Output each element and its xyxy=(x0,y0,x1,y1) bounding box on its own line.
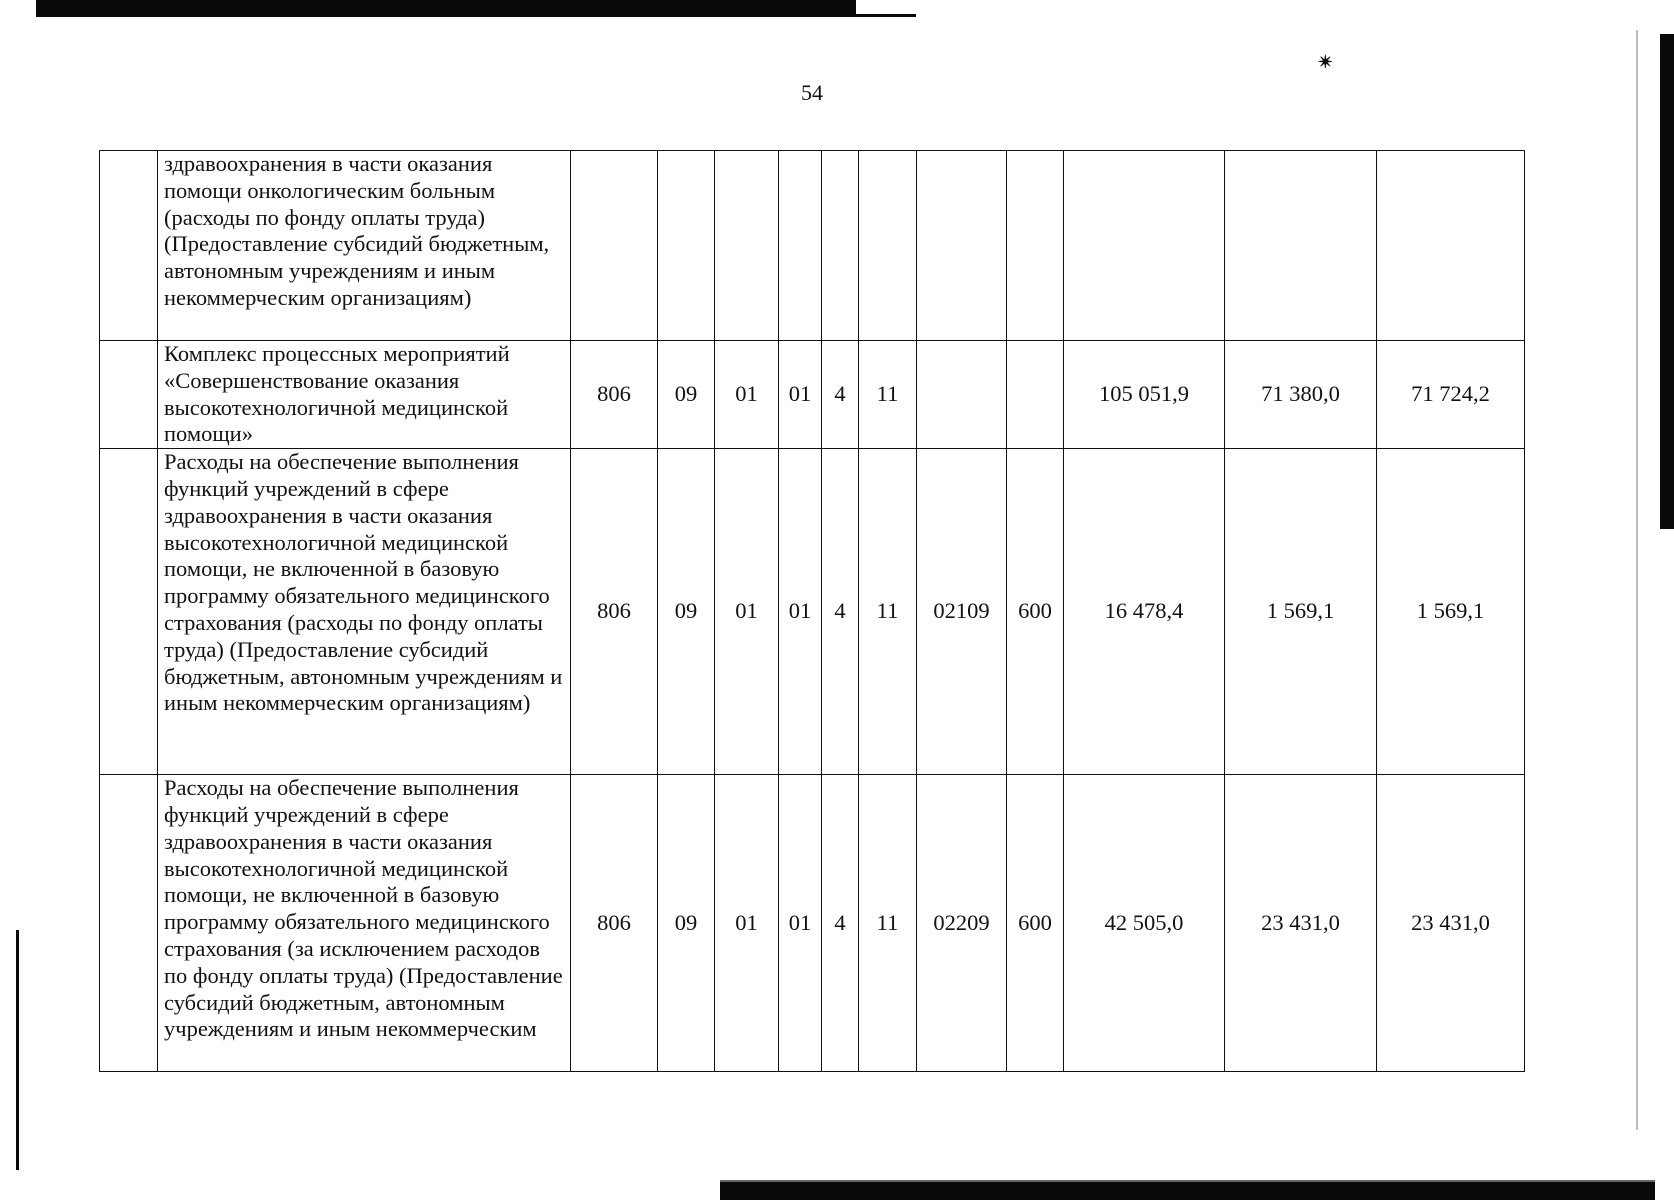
direction-code xyxy=(917,341,1007,449)
amount-year3 xyxy=(1377,151,1525,341)
row-description: Комплекс процессных мероприятий «Совершенствование оказания высокотехнологичной медицинской помощи» xyxy=(158,341,571,449)
scan-right-thin xyxy=(1636,30,1638,1130)
section-code xyxy=(658,151,715,341)
table-row xyxy=(100,449,1525,775)
amount-year3: 71 724,2 xyxy=(1377,341,1525,449)
budget-table xyxy=(99,150,1525,1072)
amount-year3: 1 569,1 xyxy=(1377,449,1525,775)
amount-year1 xyxy=(1064,151,1225,341)
expense-type-code xyxy=(1007,151,1064,341)
scan-top-line xyxy=(36,14,916,17)
subprogram-code: 4 xyxy=(822,449,859,775)
row-number-cell xyxy=(100,449,158,775)
admin-code xyxy=(571,151,658,341)
amount-year1: 105 051,9 xyxy=(1064,341,1225,449)
table-row xyxy=(100,341,1525,449)
expense-type-code: 600 xyxy=(1007,449,1064,775)
subprogram-code xyxy=(822,151,859,341)
subsection-code xyxy=(715,151,779,341)
expense-type-code: 600 xyxy=(1007,775,1064,1072)
measure-code xyxy=(859,151,917,341)
handwritten-mark: ✴ xyxy=(1318,52,1334,72)
section-code: 09 xyxy=(658,341,715,449)
program-code: 01 xyxy=(779,341,822,449)
table-row xyxy=(100,151,1525,341)
amount-year3: 23 431,0 xyxy=(1377,775,1525,1072)
scan-right-bar xyxy=(1660,34,1674,529)
scan-bottom-bar xyxy=(720,1182,1655,1200)
section-code: 09 xyxy=(658,449,715,775)
row-description: Расходы на обеспечение выполнения функций учреждений в сфере здравоохранения в части оказания высокотехнологичной медицинской помощи, не включенной в базовую программу обязательного медицинского страхования (за исключением расходов по фонду оплаты труда) (Предоставление субсидий бюджетным, автономным учреждениям и иным некоммерческим xyxy=(158,775,571,1072)
amount-year1: 16 478,4 xyxy=(1064,449,1225,775)
measure-code: 11 xyxy=(859,775,917,1072)
amount-year2: 23 431,0 xyxy=(1225,775,1377,1072)
admin-code: 806 xyxy=(571,449,658,775)
direction-code: 02109 xyxy=(917,449,1007,775)
expense-type-code xyxy=(1007,341,1064,449)
table-row xyxy=(100,775,1525,1072)
scan-bottom-line xyxy=(720,1180,1655,1182)
row-description: здравоохранения в части оказания помощи онкологическим больным (расходы по фонду оплаты труда) (Предоставление субсидий бюджетным, автономным учреждениям и иным некоммерческим организациям) xyxy=(158,151,571,341)
subsection-code: 01 xyxy=(715,449,779,775)
subprogram-code: 4 xyxy=(822,341,859,449)
direction-code: 02209 xyxy=(917,775,1007,1072)
row-number-cell xyxy=(100,775,158,1072)
measure-code: 11 xyxy=(859,449,917,775)
scan-left-bar xyxy=(16,930,19,1170)
row-number-cell xyxy=(100,151,158,341)
direction-code xyxy=(917,151,1007,341)
program-code: 01 xyxy=(779,775,822,1072)
amount-year2: 71 380,0 xyxy=(1225,341,1377,449)
section-code: 09 xyxy=(658,775,715,1072)
scan-top-bar xyxy=(36,0,856,15)
program-code: 01 xyxy=(779,449,822,775)
subprogram-code: 4 xyxy=(822,775,859,1072)
admin-code: 806 xyxy=(571,341,658,449)
amount-year2 xyxy=(1225,151,1377,341)
subsection-code: 01 xyxy=(715,775,779,1072)
amount-year2: 1 569,1 xyxy=(1225,449,1377,775)
row-description: Расходы на обеспечение выполнения функций учреждений в сфере здравоохранения в части оказания высокотехнологичной медицинской помощи, не включенной в базовую программу обязательного медицинского страхования (расходы по фонду оплаты труда) (Предоставление субсидий бюджетным, автономным учреждениям и иным некоммерческим организациям) xyxy=(158,449,571,775)
program-code xyxy=(779,151,822,341)
measure-code: 11 xyxy=(859,341,917,449)
admin-code: 806 xyxy=(571,775,658,1072)
subsection-code: 01 xyxy=(715,341,779,449)
page-number: 54 xyxy=(801,80,823,105)
row-number-cell xyxy=(100,341,158,449)
amount-year1: 42 505,0 xyxy=(1064,775,1225,1072)
